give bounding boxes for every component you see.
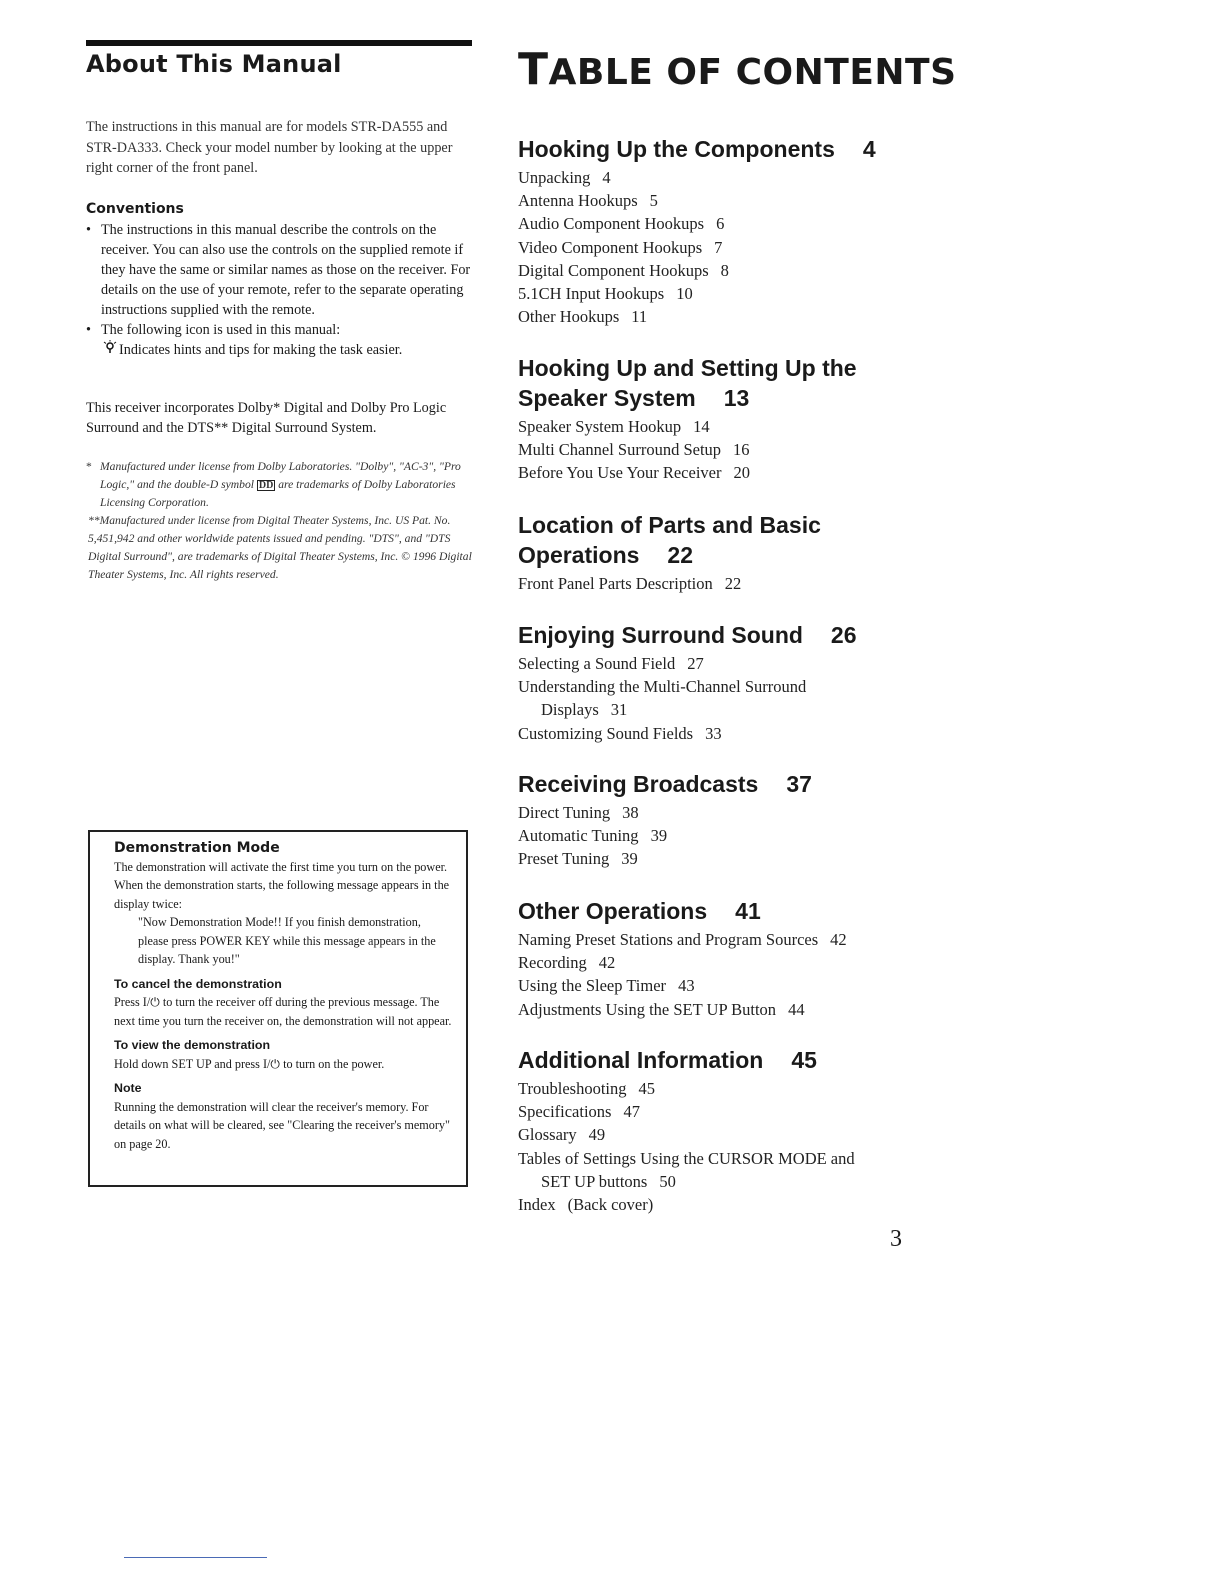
demo-message-quote: "Now Demonstration Mode!! If you finish demonstration, please press POWER KEY while this message appears in the display. Thank you!" [138,915,436,966]
toc-section [518,1045,958,1216]
toc-item[interactable]: Other Hookups 11 [518,307,648,327]
demo-title: Demonstration Mode [114,840,280,856]
toc-item[interactable]: Preset Tuning 39 [518,849,638,869]
toc-section-title[interactable]: Receiving Broadcasts 37 [518,771,812,797]
about-heading: About This Manual [86,50,342,78]
double-d-logo-icon: DD [258,479,274,491]
note-heading: Note [114,1081,142,1095]
toc-item[interactable]: Selecting a Sound Field 27 [518,654,704,673]
toc-item[interactable]: Tables of Settings Using the CURSOR MODE and [518,1148,855,1168]
toc-section [518,134,938,328]
conventions-list [86,220,476,360]
intro-paragraph: The instructions in this manual are for models STR-DA555 and STR-DA333. Check your model number by looking at the upper right corner of the front panel. [86,119,453,176]
trademark-footnotes [86,458,472,584]
toc-section-title[interactable]: Hooking Up and Setting Up the Speaker System 13 [518,355,857,411]
demonstration-mode-box [88,830,468,1187]
toc-section-title[interactable]: Enjoying Surround Sound 26 [518,622,857,648]
toc-item[interactable]: Adjustments Using the SET UP Button 44 [518,999,805,1019]
note-text: Running the demonstration will clear the receiver's memory. For details on what will be cleared, see "Clearing the receiver's memory" on page 20. [114,1099,451,1151]
toc-item[interactable]: Antenna Hookups 5 [518,191,658,211]
toc-section-title[interactable]: Other Operations 41 [518,898,761,924]
toc-item[interactable]: Video Component Hookups 7 [518,237,723,257]
toc-item[interactable]: Using the Sleep Timer 43 [518,976,695,996]
cancel-demo-text: Press I/⏻ to turn the receiver off during the previous message. The next time you turn the receiver on, the demonstration will not appear. [114,995,452,1028]
cancel-demo-heading: To cancel the demonstration [114,976,282,991]
hint-text: Indicates hints and tips for making the task easier. [119,342,403,358]
toc-item[interactable]: Multi Channel Surround Setup 16 [518,440,750,460]
toc-item[interactable]: Unpacking 4 [518,168,611,187]
view-demo-text: Hold down SET UP and press I/⏻ to turn on the power. [114,1056,385,1071]
toc-item[interactable]: Index (Back cover) [518,1195,654,1215]
toc-item[interactable]: SET UP buttons 50 [541,1171,676,1191]
footnote-dts: **Manufactured under license from Digital Theater Systems, Inc. US Pat. No. 5,451,942 and other worldwide patents issued and pending. "DTS", and "DTS Digital Surround", are trademarks of Digital Theater Systems, Inc. © 1996 Digital Theater Systems, Inc. All rights reserved. [88,514,472,581]
toc-section [518,353,938,485]
page-number: 3 [890,1226,902,1252]
toc-item[interactable]: Specifications 47 [518,1102,640,1122]
toc-item[interactable]: Glossary 49 [518,1125,606,1145]
toc-section-title[interactable]: Hooking Up the Components 4 [518,136,876,162]
toc-item[interactable]: Front Panel Parts Description 22 [518,574,742,593]
toc-title: TABLE OF CONTENTS [518,44,957,95]
dolby-dts-statement: This receiver incorporates Dolby* Digital and Dolby Pro Logic Surround and the DTS** Digital Surround System. [86,400,447,436]
toc-item[interactable]: Audio Component Hookups 6 [518,214,725,234]
toc-item[interactable]: Speaker System Hookup 14 [518,417,710,436]
list-item: • The following icon is used in this manual: Indicates hints and tips for making the task easier. [86,322,403,358]
toc-item[interactable]: Before You Use Your Receiver 20 [518,463,750,483]
view-demo-heading: To view the demonstration [114,1038,271,1052]
toc-item[interactable]: Customizing Sound Fields 33 [518,723,722,743]
list-item: • The instructions in this manual describe the controls on the receiver. You can also use the controls on the supplied remote if they have the same or similar names as those on the receiver. For details on the use of your remote, refer to the separate operating instructions supplied with the remote. [86,222,471,318]
toc-item[interactable]: Recording 42 [518,953,616,973]
toc-section [518,620,938,745]
toc-section-title[interactable]: Location of Parts and Basic Operations 22 [518,512,821,568]
toc-item[interactable]: Understanding the Multi-Channel Surround [518,677,807,697]
tip-lightbulb-icon [101,340,119,360]
toc-item[interactable]: Displays 31 [541,700,628,720]
toc-section [518,769,938,871]
toc-section-title[interactable]: Additional Information 45 [518,1047,817,1073]
footnote-dolby: * Manufactured under license from Dolby Laboratories. "Dolby", "AC-3", "Pro Logic," and the double-D symbol DD are trademarks of Dolby Laboratories Licensing Corporation. [86,460,461,509]
toc-item[interactable]: Direct Tuning 38 [518,803,639,822]
conventions-heading: Conventions [86,201,184,217]
demo-intro: The demonstration will activate the first time you turn on the power. When the demonstration starts, the following message appears in the display twice: [114,859,450,911]
heading-rule [86,40,472,46]
toc-item[interactable]: 5.1CH Input Hookups 10 [518,284,693,304]
divider [124,1557,267,1558]
toc-item[interactable]: Digital Component Hookups 8 [518,260,729,280]
toc-section [518,510,938,595]
toc-item[interactable]: Naming Preset Stations and Program Sources 42 [518,930,847,949]
toc-section [518,896,958,1021]
toc-item[interactable]: Troubleshooting 45 [518,1079,655,1098]
toc-item[interactable]: Automatic Tuning 39 [518,826,668,846]
